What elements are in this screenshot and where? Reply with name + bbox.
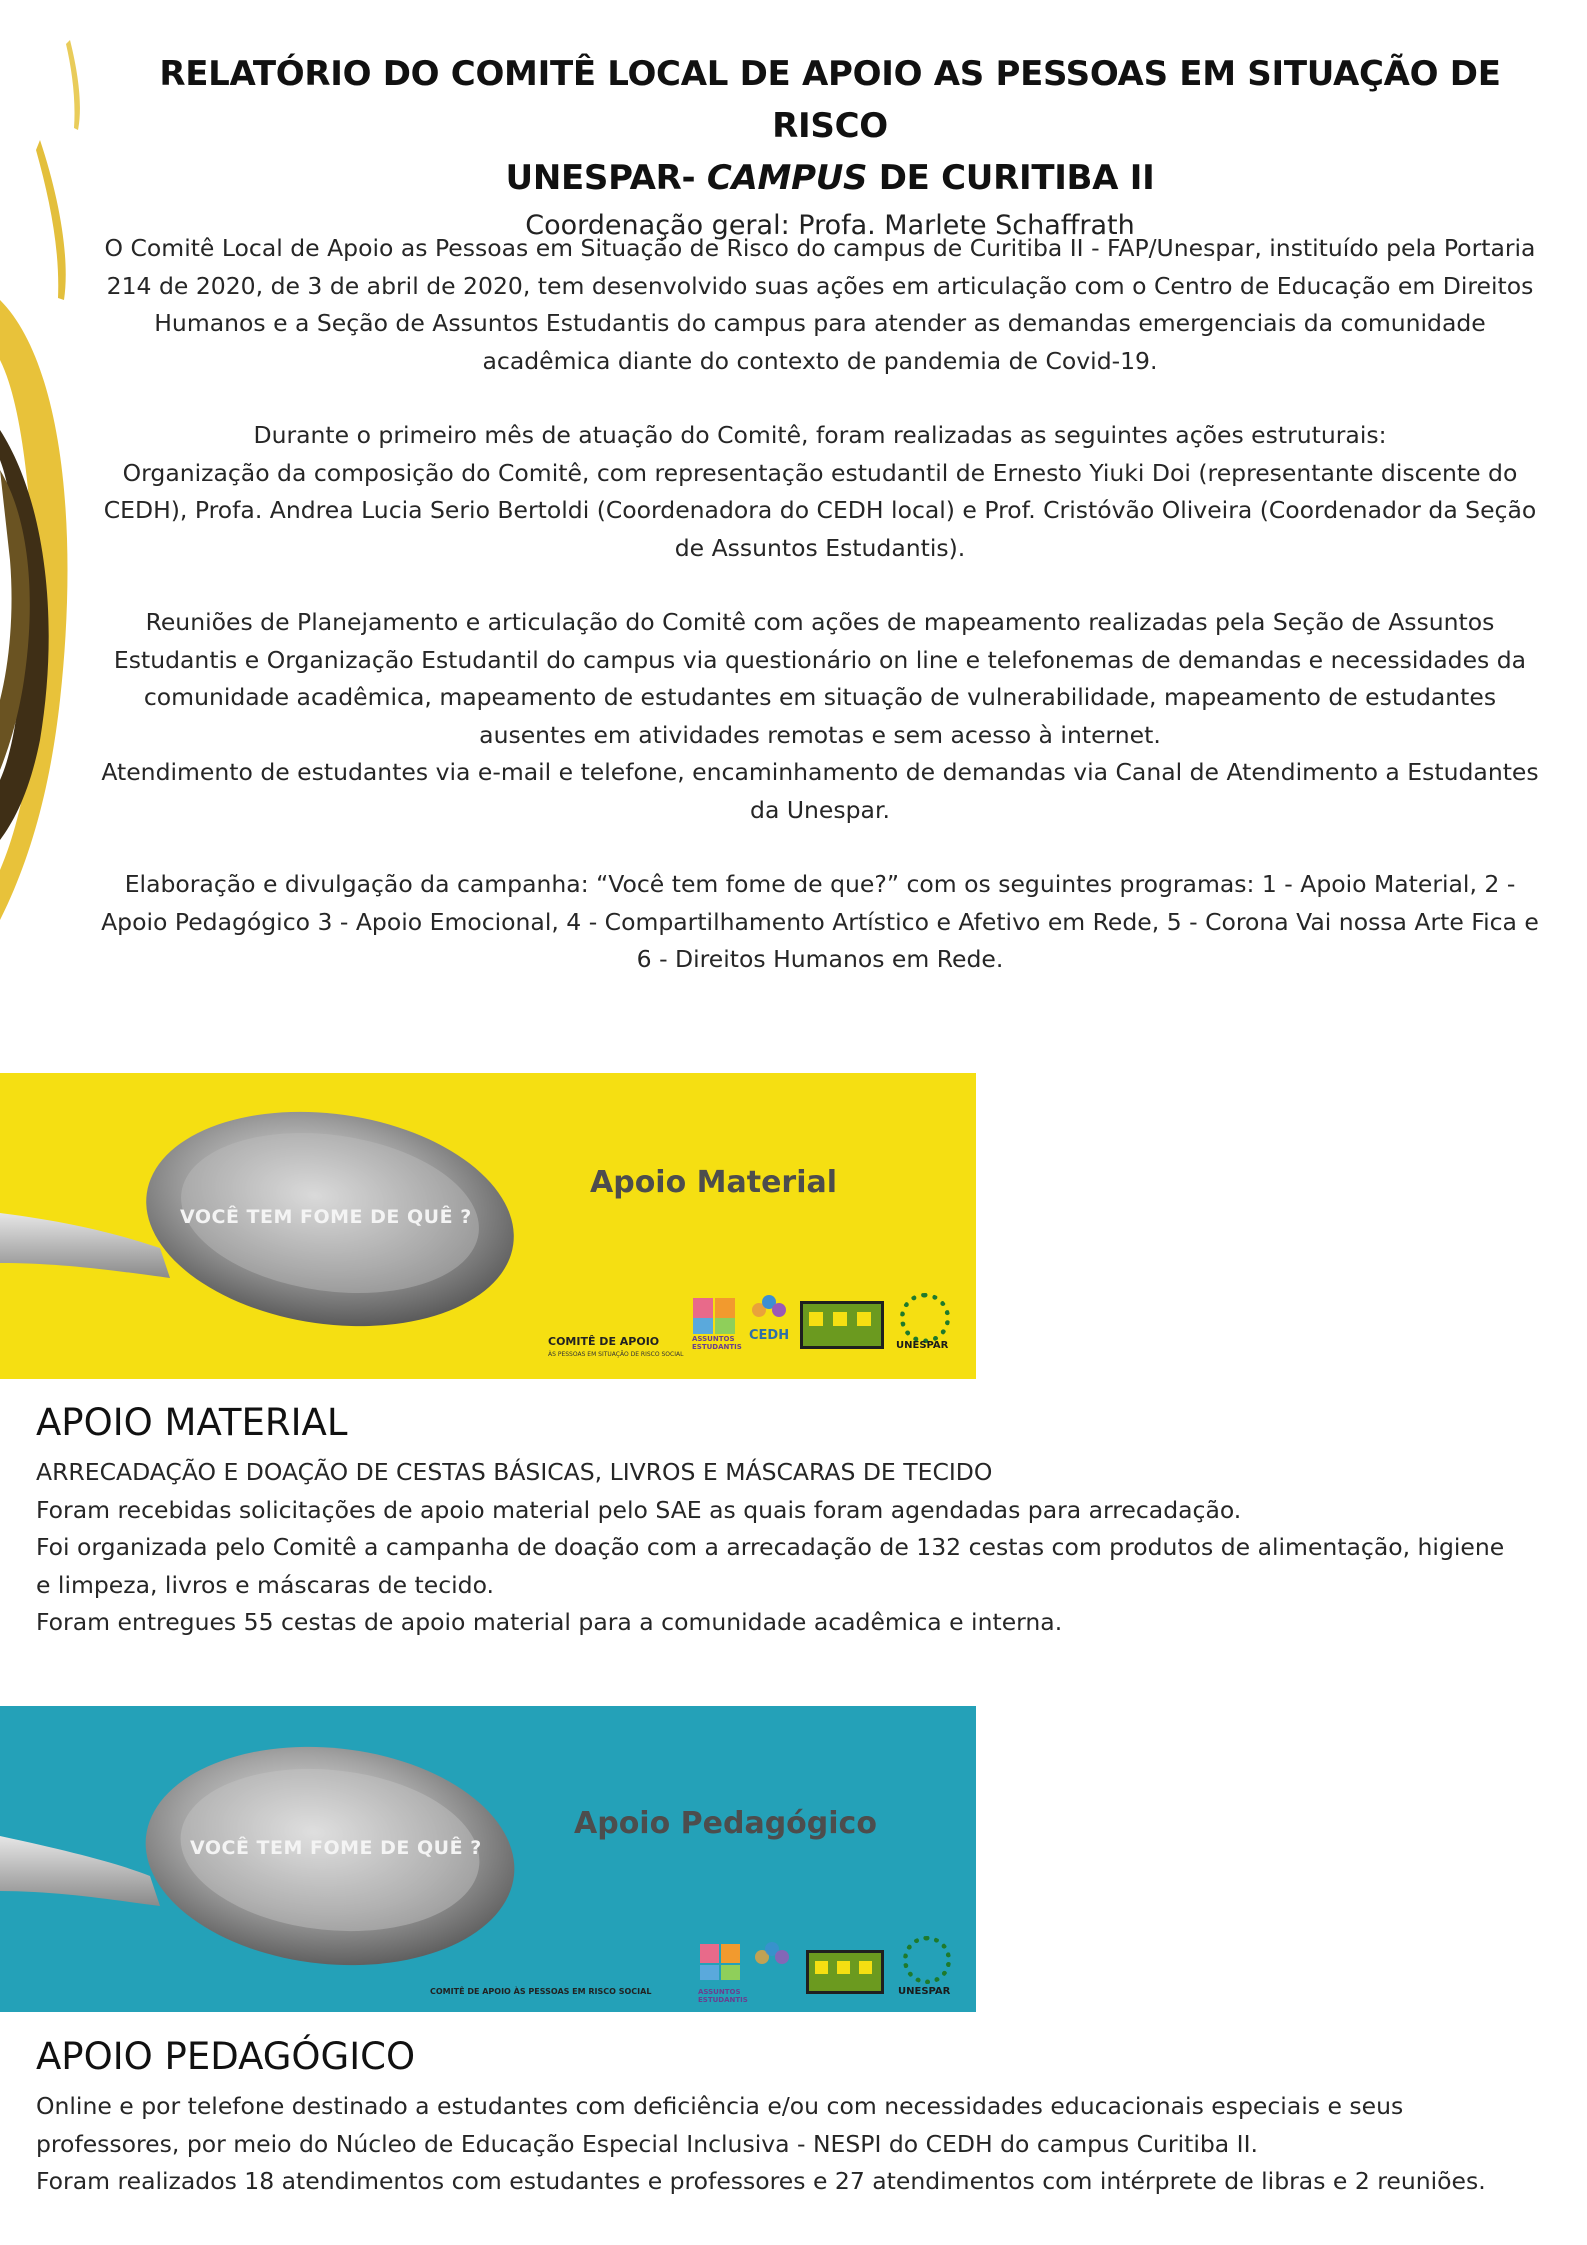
assuntos-estudantis-label: ASSUNTOS ESTUDANTIS (692, 1335, 742, 1351)
intro-text (100, 230, 1540, 979)
report-header (110, 48, 1550, 248)
section-apoio-material (36, 1398, 1556, 1642)
intro-paragraph-2-body: Organização da composição do Comitê, com representação estudantil de Ernesto Yiuki Doi (representante discente do CEDH), Profa. Andrea Lucia Serio Bertoldi (Coordenadora do CEDH local) e Prof. Cristóvão Oliveira (Coordenador da Seção de Assuntos Estudantis). (103, 458, 1537, 562)
banner-apoio-pedagogico (0, 1706, 976, 2012)
cedh-logo (752, 1295, 788, 1331)
intro-paragraph-3-b: Atendimento de estudantes via e-mail e telefone, encaminhamento de demandas via Canal de Atendimento a Estudantes da Unespar. (101, 758, 1539, 824)
buildings-logo (806, 1950, 884, 1994)
section-apoio-pedagogico (36, 2032, 1556, 2201)
title-line-1: RELATÓRIO DO COMITÊ LOCAL DE APOIO AS PESSOAS EM SITUAÇÃO DE RISCO (159, 54, 1501, 146)
section-apoio-material-line-2: Foram recebidas solicitações de apoio material pelo SAE as quais foram agendadas para arrecadação. (36, 1495, 1242, 1524)
intro-paragraph-1: O Comitê Local de Apoio as Pessoas em Situação de Risco do campus de Curitiba II - FAP/Unespar, instituído pela Portaria 214 de 2020, de 3 de abril de 2020, tem desenvolvido suas ações em articulação com o Centro de Educação em Direitos Humanos e a Seção de Assuntos Estudantis do campus para atender as demandas emergenciais da comunidade acadêmica diante do contexto de pandemia de Covid-19. (104, 234, 1536, 375)
unespar-logo (900, 1293, 950, 1343)
buildings-logo (800, 1301, 884, 1349)
coordination-line: Coordenação geral: Profa. Marlete Schaffrath (525, 210, 1135, 241)
assuntos-estudantis-label: ASSUNTOS ESTUDANTIS (698, 1988, 748, 2004)
section-apoio-pedagogico-line-1: Online e por telefone destinado a estudantes com deficiência e/ou com necessidades educacionais especiais e seus professores, por meio do Núcleo de Educação Especial Inclusiva - NESPI do CEDH do campus Curitiba II. (36, 2092, 1404, 2158)
cedh-logo (755, 1942, 791, 1978)
unespar-label: UNESPAR (898, 1986, 951, 1997)
spoon-slogan: VOCÊ TEM FOME DE QUÊ ? (190, 1837, 482, 1859)
section-apoio-material-subtitle: ARRECADAÇÃO E DOAÇÃO DE CESTAS BÁSICAS, LIVROS E MÁSCARAS DE TECIDO (36, 1458, 993, 1486)
report-title (110, 48, 1550, 204)
org-subtitle: ÀS PESSOAS EM SITUAÇÃO DE RISCO SOCIAL (548, 1351, 684, 1358)
intro-paragraph-4: Elaboração e divulgação da campanha: “Você tem fome de que?” com os seguintes programas: 1 - Apoio Material, 2 - Apoio Pedagógico 3 - Apoio Emocional, 4 - Compartilhamento Artístico e Afetivo em Rede, 5 - Corona Vai nossa Arte Fica e 6 - Direitos Humanos em Rede. (101, 870, 1539, 973)
brush-stroke-decoration (0, 0, 110, 1000)
title-line-2: UNESPAR- CAMPUS DE CURITIBA II (505, 158, 1155, 198)
org-name: COMITÊ DE APOIO ÀS PESSOAS EM RISCO SOCIAL (430, 1987, 652, 1996)
section-apoio-material-line-4: Foram entregues 55 cestas de apoio material para a comunidade acadêmica e interna. (36, 1608, 1063, 1636)
unespar-label: UNESPAR (896, 1340, 949, 1351)
cedh-label: CEDH (749, 1328, 790, 1343)
banner-title-apoio-material: Apoio Material (590, 1165, 838, 1200)
unespar-logo (903, 1936, 951, 1984)
spoon-slogan: VOCÊ TEM FOME DE QUÊ ? (180, 1206, 472, 1228)
intro-paragraph-3: Reuniões de Planejamento e articulação do Comitê com ações de mapeamento realizadas pela Seção de Assuntos Estudantis e Organização Estudantil do campus via questionário on line e telefonemas de demandas e necessidades da comunidade acadêmica, mapeamento de estudantes em situação de vulnerabilidade, mapeamento de estudantes ausentes em atividades remotas e sem acesso à internet. (113, 608, 1527, 749)
banner-title-apoio-pedagogico: Apoio Pedagógico (574, 1806, 877, 1841)
section-apoio-pedagogico-line-2: Foram realizados 18 atendimentos com estudantes e professores e 27 atendimentos com intérprete de libras e 2 reuniões. (36, 2167, 1486, 2195)
assuntos-estudantis-logo (700, 1944, 740, 1990)
banner-apoio-material (0, 1073, 976, 1379)
section-heading-apoio-pedagogico: APOIO PEDAGÓGICO (36, 2035, 416, 2078)
section-heading-apoio-material: APOIO MATERIAL (36, 1401, 348, 1444)
org-name: COMITÊ DE APOIO (548, 1335, 660, 1348)
section-apoio-material-line-3: Foi organizada pelo Comitê a campanha de doação com a arrecadação de 132 cestas com produtos de alimentação, higiene e limpeza, livros e máscaras de tecido. (36, 1533, 1505, 1599)
intro-paragraph-2-lead: Durante o primeiro mês de atuação do Comitê, foram realizadas as seguintes ações estruturais: (253, 421, 1387, 449)
